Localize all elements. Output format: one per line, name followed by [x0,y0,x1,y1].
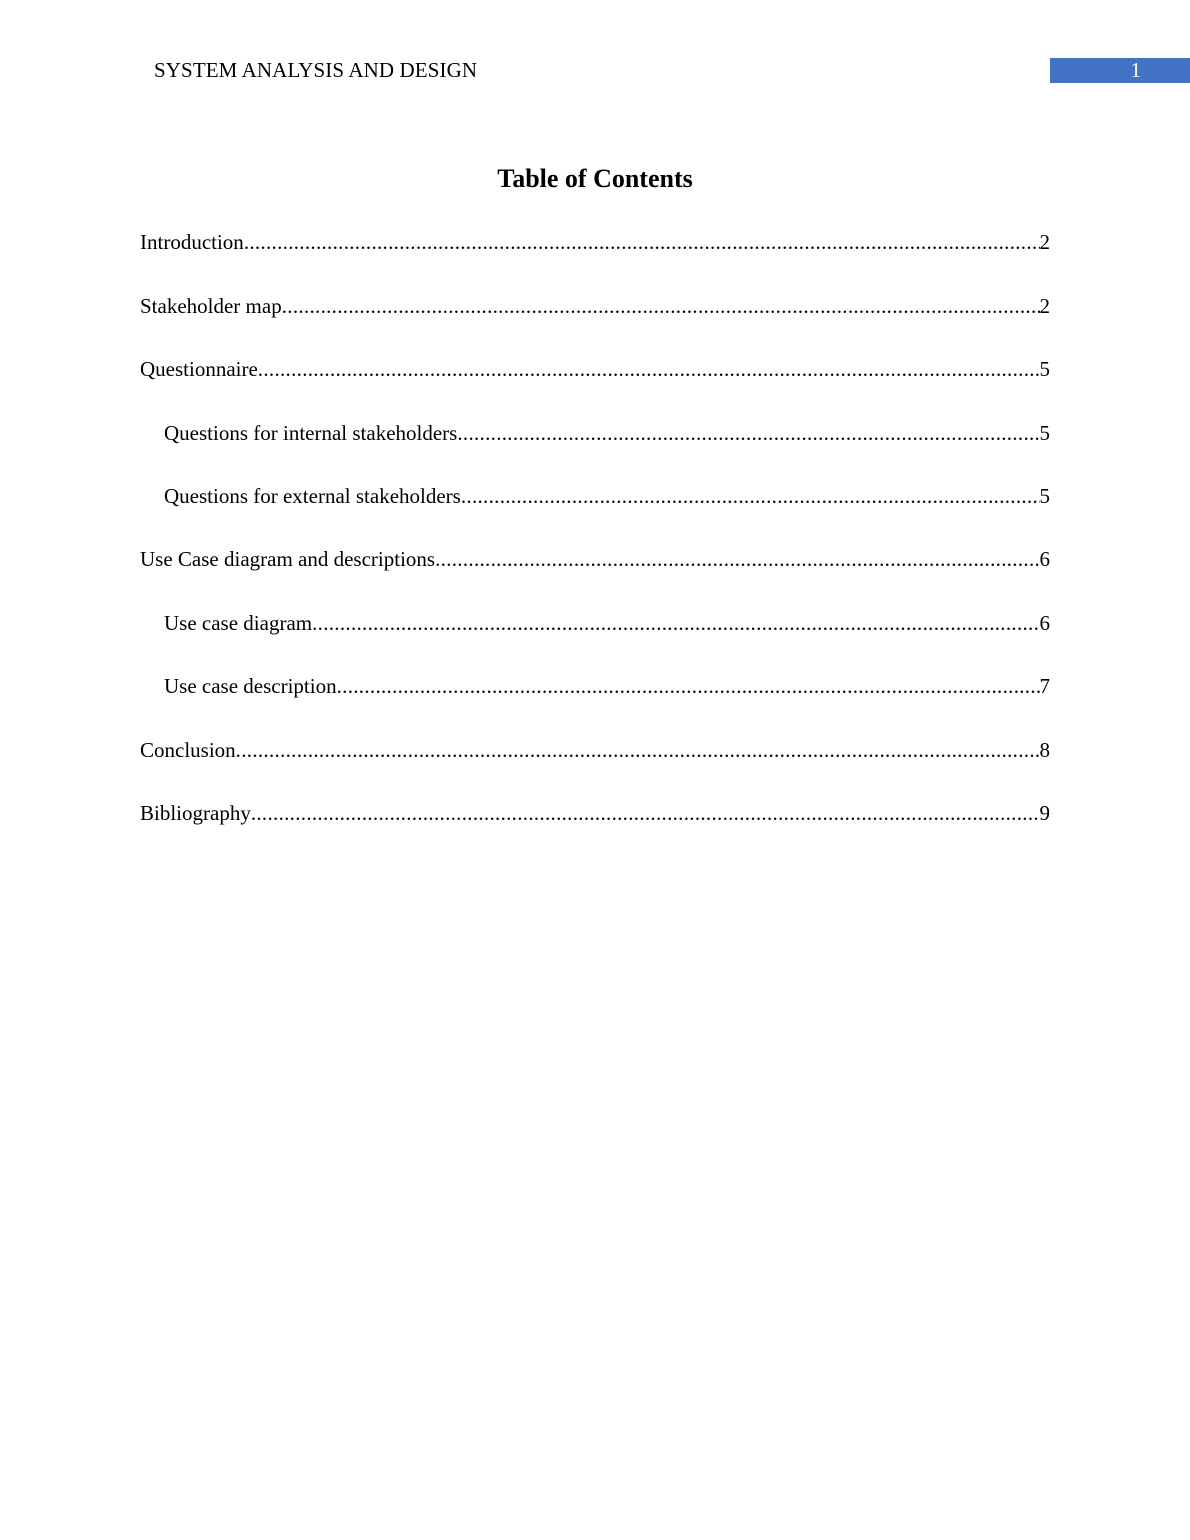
toc-entry-label: Use case description [164,674,337,698]
toc-entry-page: 7 [1039,674,1050,698]
dot-leader [258,356,1040,382]
toc-entry-conclusion[interactable] [140,737,1050,763]
dot-leader [435,546,1039,572]
toc-entry-use-case-diagram[interactable] [164,610,1050,636]
toc-entry-label: Conclusion [140,738,236,762]
toc-entry-label: Questionnaire [140,357,258,381]
page-number-badge: 1 [1050,58,1190,83]
dot-leader [236,737,1040,763]
toc-entry-page: 9 [1039,801,1050,825]
dot-leader [312,610,1039,636]
toc-entry-page: 8 [1039,738,1050,762]
toc-entry-page: 5 [1039,357,1050,381]
dot-leader [337,673,1040,699]
running-header-title: SYSTEM ANALYSIS AND DESIGN [154,58,478,82]
table-of-contents [140,163,1050,825]
toc-entry-page: 5 [1039,421,1050,445]
toc-entry-label: Use case diagram [164,611,313,635]
toc-entry-page: 6 [1039,611,1050,635]
toc-entry-external-questions[interactable] [164,483,1050,509]
toc-entry-bibliography[interactable] [140,800,1050,826]
toc-entry-label: Questions for internal stakeholders [164,421,458,445]
toc-entry-label: Introduction [140,230,244,254]
toc-entry-page: 5 [1039,484,1050,508]
dot-leader [244,229,1040,255]
toc-entry-stakeholder-map[interactable] [140,293,1050,319]
toc-entry-label: Bibliography [140,801,251,825]
toc-entry-questionnaire[interactable] [140,356,1050,382]
dot-leader [457,420,1039,446]
toc-entry-use-case-section[interactable] [140,546,1050,572]
toc-entry-label: Use Case diagram and descriptions [140,547,436,571]
toc-entry-label: Questions for external stakeholders [164,484,461,508]
dot-leader [461,483,1040,509]
page-header [0,0,1190,100]
toc-entry-introduction[interactable] [140,229,1050,255]
toc-entry-use-case-description[interactable] [164,673,1050,699]
dot-leader [251,800,1040,826]
toc-entry-page: 2 [1039,230,1050,254]
toc-entry-internal-questions[interactable] [164,420,1050,446]
toc-heading: Table of Contents [497,164,693,193]
toc-entry-label: Stakeholder map [140,294,282,318]
dot-leader [282,293,1040,319]
toc-entry-page: 6 [1039,547,1050,571]
toc-entry-page: 2 [1039,294,1050,318]
